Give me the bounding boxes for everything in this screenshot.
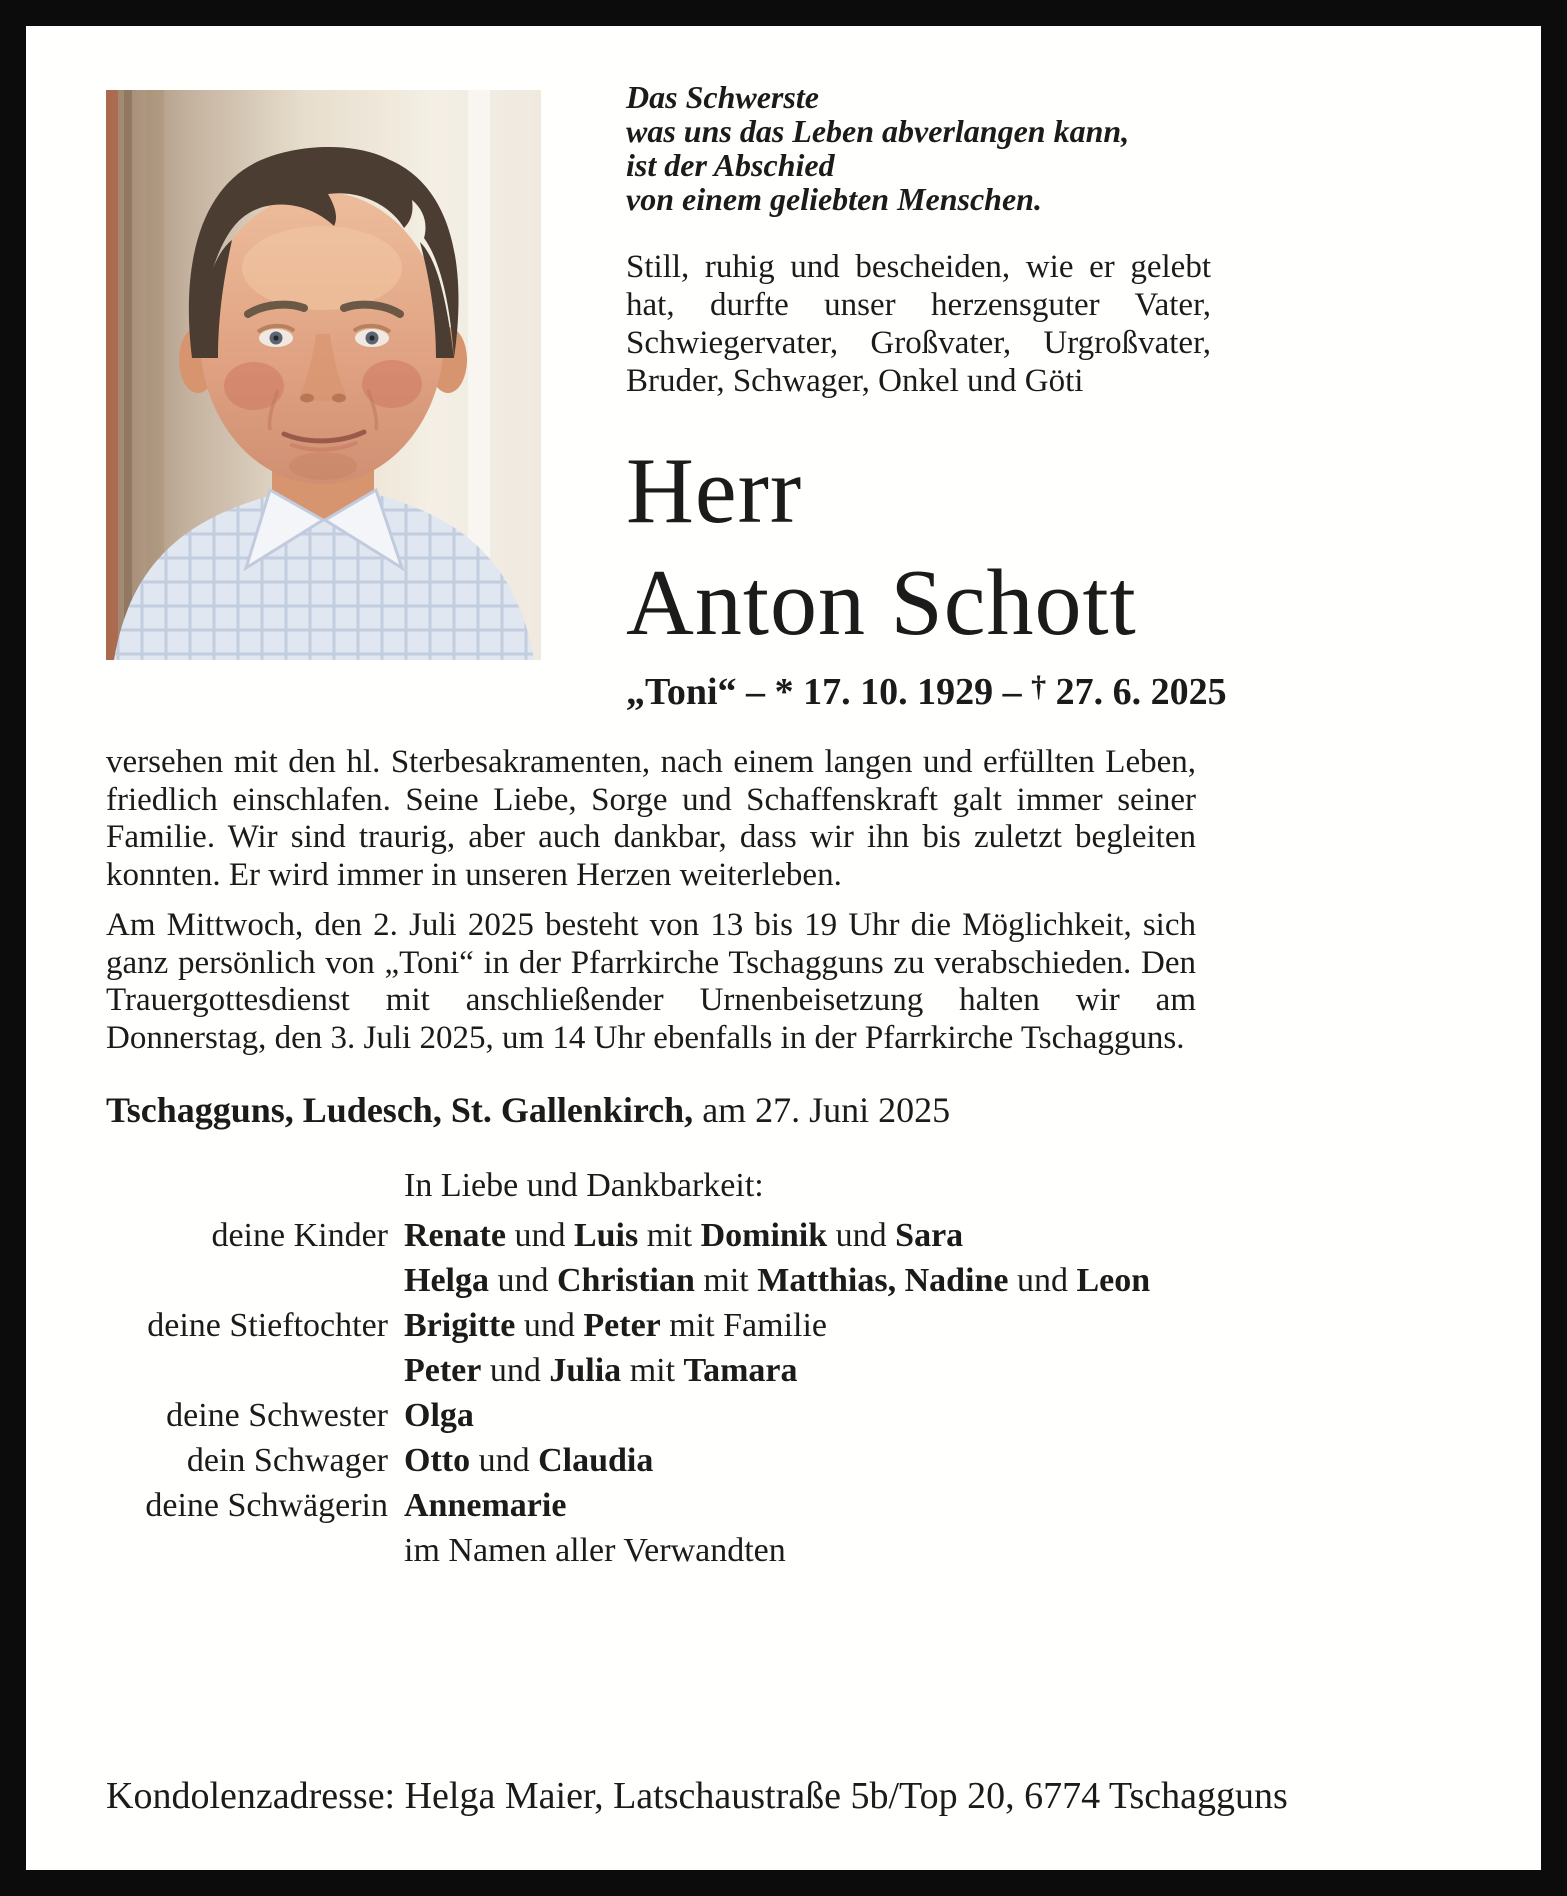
family-names [404, 1438, 1469, 1483]
family-names [404, 1393, 1469, 1438]
epigraph-line: was uns das Leben abverlangen kann, [626, 113, 1130, 149]
epigraph-line: Das Schwerste [626, 79, 819, 115]
family-name-segment: Claudia [538, 1442, 654, 1479]
epigraph [626, 80, 1211, 216]
family-name-segment: und [505, 1217, 574, 1254]
family-names [404, 1213, 1469, 1258]
family-row [106, 1483, 1469, 1528]
family-list [106, 1213, 1469, 1573]
family-relation-label: deine Schwägerin [145, 1487, 388, 1524]
family-relation-label: deine Stieftochter [147, 1307, 388, 1344]
thanks-line: In Liebe und Dankbarkeit: [404, 1167, 764, 1204]
family-name-segment: Matthias, Nadine [757, 1262, 1009, 1299]
paragraph-service: Am Mittwoch, den 2. Juli 2025 besteht von 13 bis 19 Uhr die Möglichkeit, sich ganz persönlich von „Toni“ in der Pfarrkirche Tschagguns zu verabschieden. Den Trauergottesdienst mit anschließender Urnenbeisetzung halten wir am Donnerstag, den 3. Juli 2025, um 14 Uhr ebenfalls in der Pfarrkirche Tschagguns. [106, 907, 1196, 1056]
family-name-segment: mit [694, 1262, 758, 1299]
family-names [404, 1258, 1469, 1303]
family-relation-label [106, 1258, 388, 1303]
top-right-column [626, 79, 1227, 714]
family-name-segment: Sara [895, 1217, 964, 1254]
family-name-segment: Leon [1076, 1262, 1151, 1299]
epigraph-line: von einem geliebten Menschen. [626, 181, 1042, 217]
family-name-segment: Tamara [683, 1352, 798, 1389]
family-row [106, 1213, 1469, 1258]
places: Tschagguns, Ludesch, St. Gallenkirch, [106, 1090, 694, 1130]
family-names [404, 1483, 1469, 1528]
family-name-segment: und [515, 1307, 584, 1344]
family-name-segment: mit [621, 1352, 684, 1389]
family-name-segment: Luis [573, 1217, 639, 1254]
family-names [404, 1303, 1469, 1348]
family-name-segment: mit Familie [660, 1307, 827, 1344]
honorific: Herr [626, 439, 803, 543]
family-row [106, 1348, 1469, 1393]
family-row [106, 1303, 1469, 1348]
death-date: 27. 6. 2025 [1046, 671, 1227, 713]
family-name-segment: und [827, 1217, 896, 1254]
family-row [106, 1528, 1469, 1573]
family-name-segment: und [1008, 1262, 1077, 1299]
deceased-name: Anton Schott [626, 551, 1137, 655]
birth-date: * 17. 10. 1929 – [774, 671, 1032, 713]
family-name-segment: Helga [404, 1262, 489, 1299]
family-relation-label [106, 1348, 388, 1393]
family-name-segment: Christian [556, 1262, 695, 1299]
family-name-segment: Brigitte [404, 1307, 516, 1344]
paragraph-passing: versehen mit den hl. Sterbesakramenten, nach einem langen und erfüllten Leben, friedlich einschlafen. Seine Liebe, Sorge und Schaffenskraft galt immer seiner Familie. Wir sind traurig, aber auch dankbar, dass wir ihn bis zuletzt begleiten konnten. Er wird immer in unseren Herzen weiterleben. [106, 744, 1196, 893]
family-name-segment: Peter [583, 1307, 661, 1344]
portrait-illustration [106, 90, 541, 660]
family-row [106, 1438, 1469, 1483]
family-names [404, 1348, 1469, 1393]
family-name-segment: Dominik [700, 1217, 828, 1254]
family-relation-label: dein Schwager [186, 1442, 388, 1479]
condolence-address: Kondolenzadresse: Helga Maier, Latschaustraße 5b/Top 20, 6774 Tschagguns [106, 1775, 1288, 1817]
family-name-segment: Olga [404, 1397, 474, 1434]
place-date-line [106, 1089, 1469, 1131]
nickname: „Toni“ – [626, 671, 775, 713]
obituary-paper [26, 26, 1541, 1870]
family-name-segment: Renate [404, 1217, 506, 1254]
family-relation-label: deine Kinder [211, 1217, 388, 1254]
cross-symbol: † [1031, 670, 1047, 703]
family-relation-label [106, 1528, 388, 1573]
intro-paragraph: Still, ruhig und bescheiden, wie er gelebt hat, durfte unser herzensguter Vater, Schwiegervater, Großvater, Urgroßvater, Bruder, Schwager, Onkel und Göti [626, 249, 1211, 399]
portrait-photo [106, 90, 541, 660]
life-dates [626, 670, 1227, 714]
family-name-segment: und [481, 1352, 550, 1389]
family-names [404, 1528, 1469, 1573]
notice-date: am 27. Juni 2025 [693, 1090, 951, 1130]
family-name-segment: mit [638, 1217, 701, 1254]
family-name-segment: Otto [404, 1442, 471, 1479]
top-section [106, 80, 1469, 714]
family-name-segment: im Namen aller Verwandten [404, 1532, 786, 1569]
epigraph-line: ist der Abschied [626, 147, 835, 183]
family-row [106, 1393, 1469, 1438]
spacer [106, 1573, 1469, 1774]
family-name-segment: Annemarie [404, 1487, 567, 1524]
family-name-segment: Peter [404, 1352, 482, 1389]
family-name-segment: und [470, 1442, 539, 1479]
family-name-segment: Julia [549, 1352, 622, 1389]
family-name-segment: und [488, 1262, 557, 1299]
family-relation-label: deine Schwester [166, 1397, 388, 1434]
family-row [106, 1258, 1469, 1303]
